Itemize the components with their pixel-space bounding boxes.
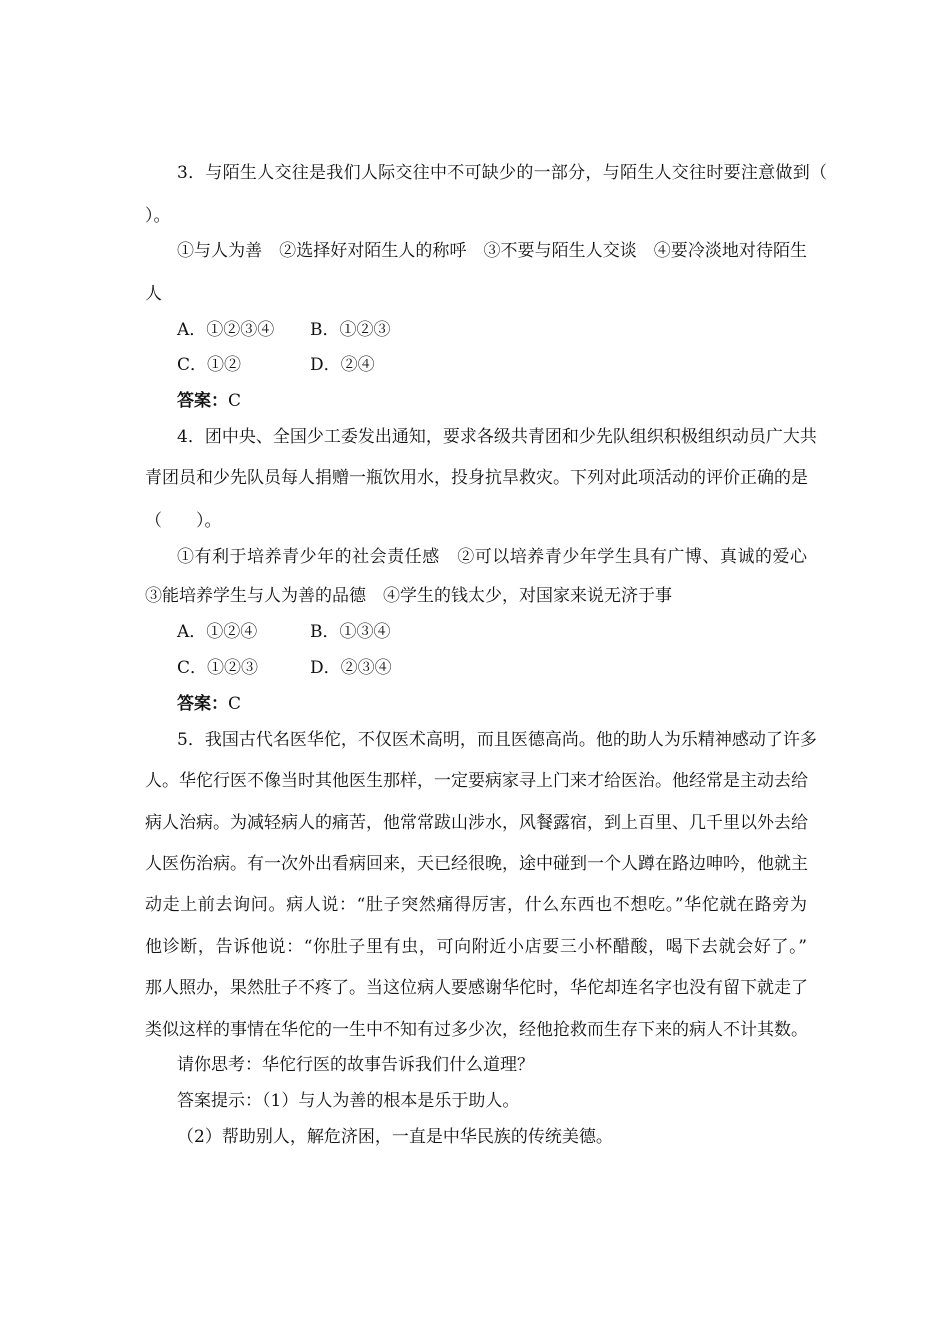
q5-paragraph-line: 人。华佗行医不像当时其他医生那样，一定要病家寻上门来才给医治。他经常是主动去给 (145, 771, 808, 791)
q5-hint-2: （2）帮助别人，解危济困，一直是中华民族的传统美德。 (177, 1127, 613, 1147)
q3-items-line-2: 人 (145, 284, 162, 304)
q4-option-a: A．①②④ (177, 622, 258, 642)
q4-stem-line-3: （ ）。 (145, 511, 222, 531)
q5-paragraph-line: 那人照办，果然肚子不疼了。当这位病人要感谢华佗时，华佗却连名字也没有留下就走了 (145, 978, 808, 998)
q5-paragraph-line: 病人治病。为减轻病人的痛苦，他常常跋山涉水，风餐露宿，到上百里、几千里以外去给 (145, 813, 808, 833)
q3-option-b: B．①②③ (310, 320, 391, 340)
q5-paragraph-line: 人医伤治病。有一次外出看病回来，天已经很晚，途中碰到一个人蹲在路边呻吟，他就主 (145, 854, 808, 874)
q4-items-line-2: ③能培养学生与人为善的品德 ④学生的钱太少，对国家来说无济于事 (145, 586, 672, 606)
q4-option-d: D．②③④ (310, 658, 392, 678)
q3-option-d: D．②④ (310, 355, 375, 375)
q3-stem-line-2: ）。 (145, 206, 171, 226)
q5-hint-1: 答案提示：（1）与人为善的根本是乐于助人。 (177, 1091, 520, 1111)
q3-items-line-1: ①与人为善 ②选择好对陌生人的称呼 ③不要与陌生人交谈 ④要冷淡地对待陌生 (177, 241, 807, 261)
q4-stem-line-1: 4．团中央、全国少工委发出通知，要求各级共青团和少先队组织积极组织动员广大共 (177, 427, 817, 447)
q3-answer (177, 389, 241, 413)
q5-paragraph-line: 他诊断，告诉他说：“你肚子里有虫，可向附近小店要三小杯醋酸，喝下去就会好了。” (145, 937, 807, 957)
q4-answer-value: C (228, 694, 242, 714)
q3-answer-value: C (228, 391, 242, 411)
q3-answer-label: 答案： (177, 391, 228, 411)
q4-option-c: C．①②③ (177, 658, 259, 678)
q4-items-line-1: ①有利于培养青少年的社会责任感 ②可以培养青少年学生具有广博、真诚的爱心 (177, 547, 807, 567)
q4-answer-label: 答案： (177, 694, 228, 714)
q4-answer (177, 692, 241, 716)
q3-option-c: C．①② (177, 355, 242, 375)
q4-option-b: B．①③④ (310, 622, 391, 642)
q5-question: 请你思考：华佗行医的故事告诉我们什么道理？ (177, 1055, 534, 1075)
q4-stem-line-2: 青团员和少先队员每人捐赠一瓶饮用水，投身抗旱救灾。下列对此项活动的评价正确的是 (145, 468, 808, 488)
q3-stem-line-1: 3．与陌生人交往是我们人际交往中不可缺少的一部分，与陌生人交往时要注意做到（ (177, 163, 827, 183)
q5-paragraph-line: 5．我国古代名医华佗，不仅医术高明，而且医德高尚。他的助人为乐精神感动了许多 (177, 730, 817, 750)
q5-paragraph-line: 类似这样的事情在华佗的一生中不知有过多少次，经他抢救而生存下来的病人不计其数。 (145, 1020, 808, 1040)
q3-option-a: A．①②③④ (177, 320, 275, 340)
q5-paragraph-line: 动走上前去询问。病人说：“肚子突然痛得厉害，什么东西也不想吃。”华佗就在路旁为 (145, 895, 807, 915)
